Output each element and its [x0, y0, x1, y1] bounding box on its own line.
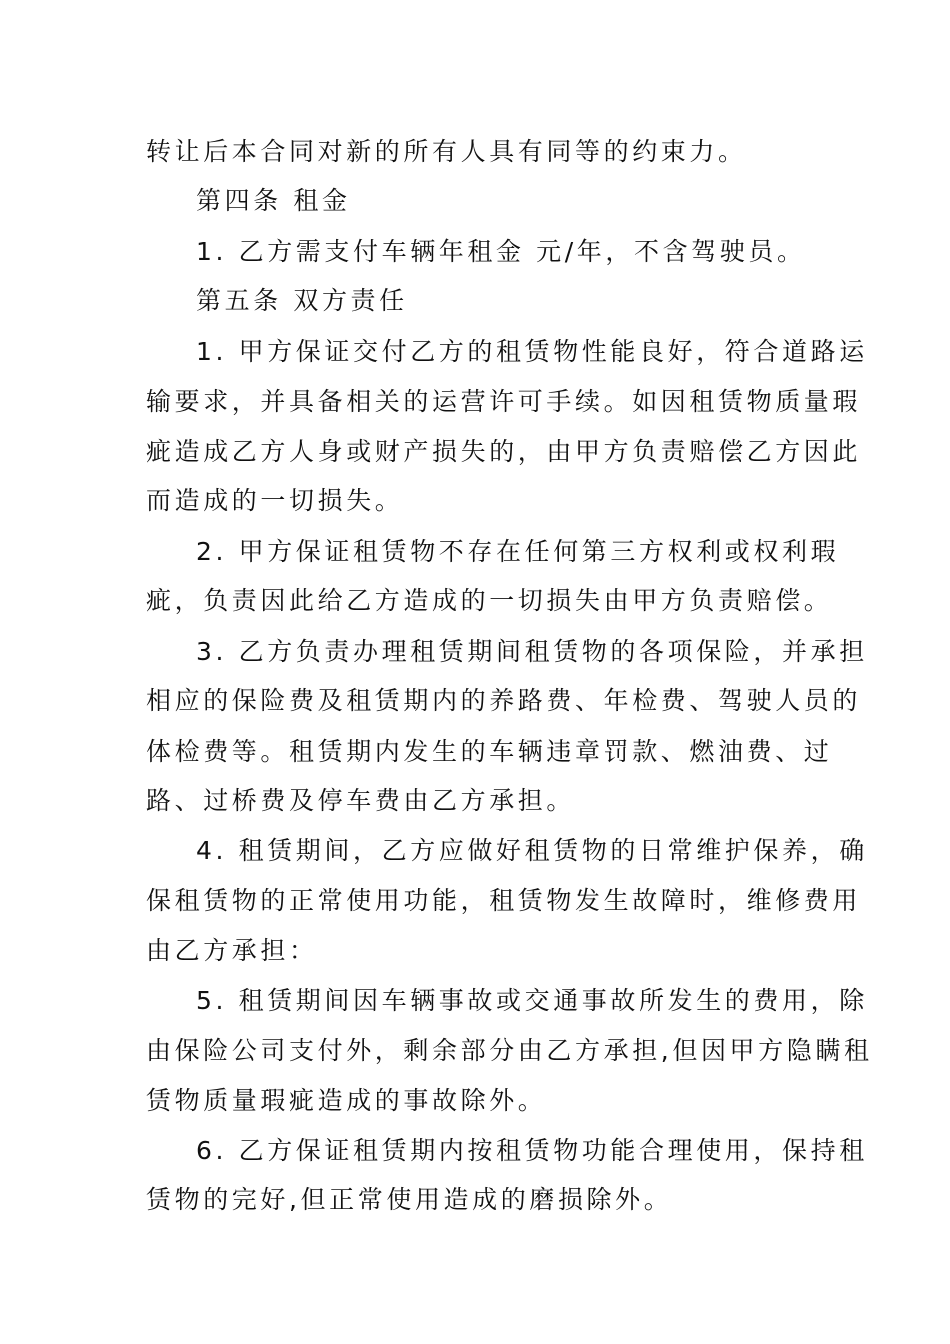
text-line: 4. 租赁期间，乙方应做好租赁物的日常维护保养，确 — [196, 836, 868, 865]
text-line: 1. 甲方保证交付乙方的租赁物性能良好，符合道路运 — [196, 337, 868, 366]
text-line: 赁物质量瑕疵造成的事故除外。 — [146, 1086, 547, 1115]
text-line: 由保险公司支付外，剩余部分由乙方承担,但因甲方隐瞒租 — [146, 1036, 873, 1065]
text-line: 2. 甲方保证租赁物不存在任何第三方权利或权利瑕 — [196, 537, 840, 566]
text-line: 1. 乙方需支付车辆年租金 元/年，不含驾驶员。 — [196, 237, 806, 266]
text-line: 疵，负责因此给乙方造成的一切损失由甲方负责赔偿。 — [146, 586, 833, 615]
text-line: 疵造成乙方人身或财产损失的，由甲方负责赔偿乙方因此 — [146, 437, 862, 466]
text-line: 体检费等。租赁期内发生的车辆违章罚款、燃油费、过 — [146, 737, 833, 766]
text-line: 由乙方承担： — [146, 936, 318, 965]
text-line: 5. 租赁期间因车辆事故或交通事故所发生的费用，除 — [196, 986, 868, 1015]
text-line: 3. 乙方负责办理租赁期间租赁物的各项保险，并承担 — [196, 637, 868, 666]
section-heading-article-5: 第五条 双方责任 — [196, 286, 408, 315]
text-line: 6. 乙方保证租赁期内按租赁物功能合理使用，保持租 — [196, 1136, 868, 1165]
text-line: 而造成的一切损失。 — [146, 486, 404, 515]
text-line: 保租赁物的正常使用功能，租赁物发生故障时，维修费用 — [146, 886, 862, 915]
text-line: 赁物的完好,但正常使用造成的磨损除外。 — [146, 1185, 673, 1214]
section-heading-article-4: 第四条 租金 — [196, 186, 351, 215]
text-line: 转让后本合同对新的所有人具有同等的约束力。 — [146, 137, 747, 166]
text-line: 相应的保险费及租赁期内的养路费、年检费、驾驶人员的 — [146, 686, 862, 715]
text-line: 输要求，并具备相关的运营许可手续。如因租赁物质量瑕 — [146, 387, 862, 416]
text-line: 路、过桥费及停车费由乙方承担。 — [146, 786, 576, 815]
